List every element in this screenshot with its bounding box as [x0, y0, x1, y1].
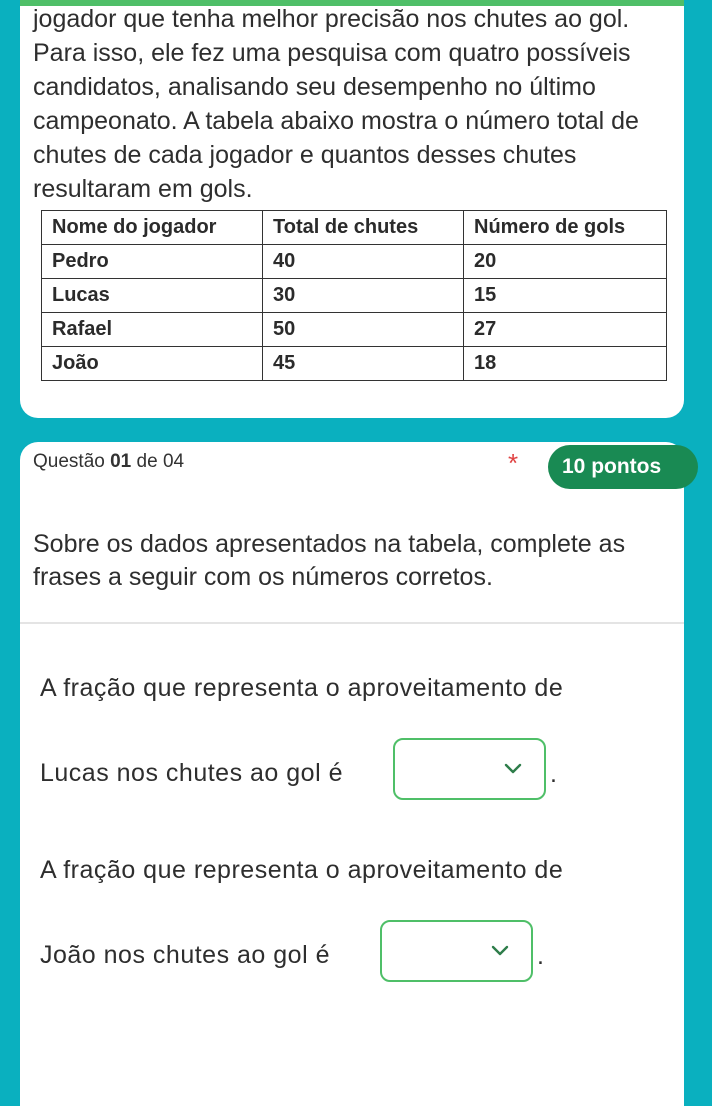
chevron-down-icon: [504, 760, 522, 778]
sentence-1-line-1: A fração que representa o aproveitamento de: [40, 674, 564, 702]
cell-name: Lucas: [42, 279, 263, 313]
cell-name: João: [42, 347, 263, 381]
cell-name: Rafael: [42, 313, 263, 347]
cell-goals: 18: [464, 347, 667, 381]
sentence-2-line-2: João nos chutes ao gol é: [40, 941, 330, 969]
sentence-2-period: .: [537, 942, 544, 970]
points-badge: 10 pontos: [548, 445, 698, 489]
question-prompt: Sobre os dados apresentados na tabela, complete as frases a seguir com os números corretos.: [33, 530, 626, 591]
cell-goals: 15: [464, 279, 667, 313]
cell-name: Pedro: [42, 245, 263, 279]
question-header: [20, 442, 684, 624]
header-player-name: Nome do jogador: [42, 211, 263, 245]
table-row: [42, 313, 667, 347]
intro-text: jogador que tenha melhor precisão nos chutes ao gol. Para isso, ele fez uma pesquisa com quatro possíveis candidatos, analisando seu desempenho no último campeonato. A tabela abaixo mostra o número total de chutes de cada jogador e quantos desses chutes resultaram em gols.: [33, 5, 639, 203]
table-row: [42, 347, 667, 381]
table-header-row: [42, 211, 667, 245]
question-label-suffix: de 04: [131, 451, 185, 472]
cell-shots: 40: [263, 245, 464, 279]
cell-shots: 45: [263, 347, 464, 381]
question-label-prefix: Questão: [33, 451, 111, 472]
cell-shots: 30: [263, 279, 464, 313]
cell-goals: 20: [464, 245, 667, 279]
chevron-down-icon: [491, 942, 509, 960]
header-total-shots: Total de chutes: [263, 211, 464, 245]
table-row: [42, 279, 667, 313]
sentence-1-line-2: Lucas nos chutes ao gol é: [40, 759, 343, 787]
sentence-2-line-1: A fração que representa o aproveitamento de: [40, 856, 564, 884]
sentence-1-period: .: [550, 760, 557, 788]
players-table: [41, 210, 667, 381]
question-number: 01: [110, 451, 132, 472]
question-card: [20, 442, 684, 1106]
cell-goals: 27: [464, 313, 667, 347]
question-counter: [33, 451, 184, 473]
required-mark: *: [508, 448, 519, 478]
table-row: [42, 245, 667, 279]
joao-fraction-dropdown[interactable]: [380, 920, 533, 982]
header-goals: Número de gols: [464, 211, 667, 245]
cell-shots: 50: [263, 313, 464, 347]
lucas-fraction-dropdown[interactable]: [393, 738, 546, 800]
context-card: [20, 0, 684, 418]
